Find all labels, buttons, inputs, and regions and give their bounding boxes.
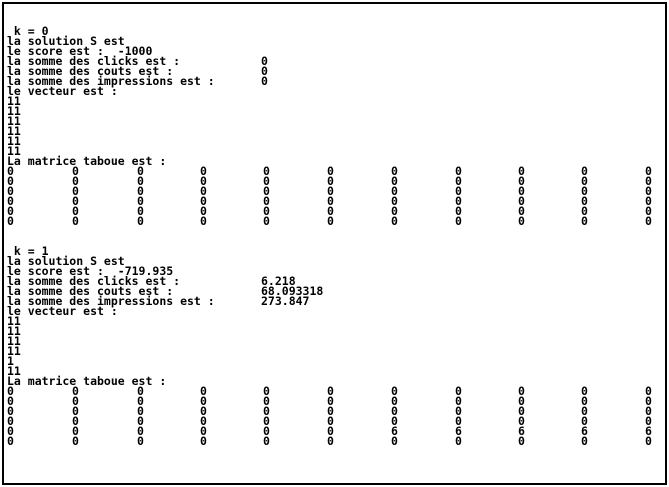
tabu-matrix-cell: 0 [137, 424, 144, 438]
costs-sum-line-text: la somme des couts est : [7, 284, 174, 298]
tabu-matrix-cell: 0 [72, 214, 79, 228]
tabu-matrix-cell: 0 [72, 204, 79, 218]
iteration-blocks [7, 26, 663, 446]
tabu-matrix-cell: 0 [391, 214, 398, 228]
tabu-matrix-cell: 6 [518, 424, 525, 438]
tabu-matrix-cell: 0 [581, 414, 588, 428]
tabu-matrix-cell: 0 [7, 164, 14, 178]
tabu-matrix-cell: 0 [137, 394, 144, 408]
tabu-matrix-cell: 0 [581, 164, 588, 178]
vector-label [7, 86, 663, 96]
tabu-matrix-cell: 0 [200, 414, 207, 428]
vector-entry [7, 136, 663, 146]
tabu-matrix-cell: 0 [263, 434, 270, 448]
tabu-matrix-cell: 0 [391, 394, 398, 408]
tabu-matrix-cell: 0 [455, 204, 462, 218]
impressions-sum-line-value: 273.847 [261, 294, 310, 308]
tabu-matrix-cell: 0 [645, 404, 652, 418]
tabu-matrix-cell: 0 [200, 394, 207, 408]
tabu-matrix-cell: 0 [327, 204, 334, 218]
vector-entry-text: 11 [7, 144, 21, 158]
tabu-matrix-cell: 0 [581, 394, 588, 408]
tabu-matrix-cell: 0 [72, 394, 79, 408]
tabu-matrix-cell: 0 [455, 434, 462, 448]
tabu-matrix-cell: 0 [518, 384, 525, 398]
impressions-sum-line-value: 0 [261, 74, 268, 88]
tabu-matrix-cell: 6 [455, 424, 462, 438]
tabu-matrix-cell: 0 [200, 184, 207, 198]
score-line-text: le score est : -719.935 [7, 264, 174, 278]
tabu-matrix-cell: 0 [518, 414, 525, 428]
tabu-matrix-cell: 0 [645, 164, 652, 178]
tabu-matrix-cell: 0 [391, 194, 398, 208]
console-output [7, 6, 663, 466]
costs-sum-line-value: 68.093318 [261, 284, 324, 298]
tabu-matrix-cell: 0 [455, 184, 462, 198]
tabu-matrix-cell: 0 [581, 404, 588, 418]
clicks-sum-line-text: la somme des clicks est : [7, 274, 181, 288]
tabu-matrix-cell: 0 [455, 384, 462, 398]
tabu-matrix-cell: 0 [200, 424, 207, 438]
impressions-sum-line-text: la somme des impressions est : [7, 74, 215, 88]
tabu-matrix-label-text: La matrice taboue est : [7, 154, 167, 168]
tabu-matrix-cell: 0 [7, 424, 14, 438]
tabu-matrix-row [7, 166, 663, 176]
tabu-matrix-cell: 0 [72, 184, 79, 198]
tabu-matrix-cell: 0 [645, 384, 652, 398]
vector-entry-text: 11 [7, 324, 21, 338]
tabu-matrix-cell: 0 [455, 194, 462, 208]
vector-entry-text: 11 [7, 94, 21, 108]
tabu-matrix-cell: 0 [518, 204, 525, 218]
tabu-matrix-cell: 0 [263, 164, 270, 178]
tabu-matrix-row [7, 216, 663, 226]
tabu-matrix-cell: 0 [263, 214, 270, 228]
iteration-label-text: k = 1 [7, 244, 49, 258]
tabu-matrix-cell: 0 [263, 174, 270, 188]
costs-sum-line-text: la somme des couts est : [7, 64, 174, 78]
tabu-matrix-cell: 0 [72, 164, 79, 178]
tabu-matrix-label [7, 376, 663, 386]
tabu-matrix-row [7, 416, 663, 426]
tabu-matrix-cell: 0 [455, 404, 462, 418]
tabu-matrix-cell: 0 [581, 204, 588, 218]
solution-line-text: la solution S est [7, 254, 125, 268]
tabu-matrix-cell: 0 [518, 434, 525, 448]
vector-entry-text: 11 [7, 124, 21, 138]
tabu-matrix-cell: 0 [645, 414, 652, 428]
tabu-matrix-row [7, 176, 663, 186]
tabu-matrix-cell: 0 [263, 194, 270, 208]
tabu-matrix-cell: 0 [455, 394, 462, 408]
tabu-matrix-cell: 6 [391, 424, 398, 438]
solution-line-text: la solution S est [7, 34, 125, 48]
tabu-matrix-cell: 0 [518, 404, 525, 418]
tabu-matrix-cell: 0 [391, 414, 398, 428]
tabu-matrix-cell: 0 [200, 174, 207, 188]
tabu-matrix-cell: 0 [137, 404, 144, 418]
tabu-matrix-cell: 0 [645, 214, 652, 228]
tabu-matrix-cell: 0 [7, 384, 14, 398]
tabu-matrix-cell: 0 [137, 384, 144, 398]
tabu-matrix-cell: 0 [72, 404, 79, 418]
tabu-matrix-cell: 0 [327, 404, 334, 418]
vector-entry-text: 11 [7, 134, 21, 148]
costs-sum-line-value: 0 [261, 64, 268, 78]
vector-label-text: le vecteur est : [7, 304, 118, 318]
blank-line [7, 236, 663, 246]
tabu-matrix-cell: 0 [137, 214, 144, 228]
tabu-matrix-cell: 0 [455, 414, 462, 428]
tabu-matrix-label [7, 156, 663, 166]
tabu-matrix-cell: 0 [200, 204, 207, 218]
tabu-matrix-cell: 0 [645, 434, 652, 448]
tabu-matrix-cell: 0 [200, 404, 207, 418]
tabu-matrix-cell: 0 [263, 204, 270, 218]
tabu-matrix-cell: 0 [327, 184, 334, 198]
tabu-matrix-cell: 0 [645, 194, 652, 208]
tabu-matrix-cell: 0 [581, 194, 588, 208]
tabu-matrix-cell: 0 [581, 174, 588, 188]
tabu-matrix-cell: 0 [137, 174, 144, 188]
tabu-matrix-cell: 0 [645, 394, 652, 408]
tabu-matrix-cell: 0 [200, 434, 207, 448]
tabu-matrix-cell: 0 [327, 394, 334, 408]
vector-entry [7, 126, 663, 136]
tabu-matrix-cell: 0 [72, 434, 79, 448]
tabu-matrix-cell: 0 [137, 434, 144, 448]
tabu-matrix-cell: 0 [455, 174, 462, 188]
tabu-matrix-cell: 0 [137, 204, 144, 218]
tabu-matrix-cell: 0 [137, 194, 144, 208]
vector-entry-text: 1 [7, 354, 14, 368]
tabu-matrix-cell: 0 [72, 194, 79, 208]
tabu-matrix-cell: 0 [518, 214, 525, 228]
tabu-matrix-cell: 0 [200, 194, 207, 208]
tabu-matrix-row [7, 436, 663, 446]
tabu-matrix-cell: 0 [327, 214, 334, 228]
tabu-matrix-cell: 0 [263, 404, 270, 418]
tabu-matrix-cell: 0 [7, 394, 14, 408]
tabu-matrix-row [7, 406, 663, 416]
tabu-matrix-label-text: La matrice taboue est : [7, 374, 167, 388]
tabu-matrix-cell: 0 [391, 434, 398, 448]
tabu-matrix-cell: 0 [391, 174, 398, 188]
tabu-matrix-cell: 0 [391, 164, 398, 178]
vector-entry-text: 11 [7, 114, 21, 128]
tabu-matrix-cell: 0 [518, 164, 525, 178]
tabu-matrix-cell: 0 [137, 164, 144, 178]
clicks-sum-line-value: 6.218 [261, 274, 296, 288]
vector-label-text: le vecteur est : [7, 84, 118, 98]
vector-entry [7, 326, 663, 336]
tabu-matrix-cell: 0 [327, 174, 334, 188]
tabu-matrix-cell: 0 [455, 164, 462, 178]
tabu-matrix-cell: 0 [7, 194, 14, 208]
tabu-matrix-cell: 0 [645, 204, 652, 218]
tabu-matrix-cell: 0 [7, 404, 14, 418]
tabu-matrix-row [7, 206, 663, 216]
vector-entry-text: 11 [7, 314, 21, 328]
vector-entry [7, 316, 663, 326]
impressions-sum-line-text: la somme des impressions est : [7, 294, 215, 308]
tabu-matrix-cell: 0 [391, 184, 398, 198]
tabu-matrix-cell: 0 [581, 214, 588, 228]
vector-entry-text: 11 [7, 344, 21, 358]
vector-entry [7, 356, 663, 366]
tabu-matrix-row [7, 186, 663, 196]
tabu-matrix-cell: 0 [391, 384, 398, 398]
tabu-matrix-cell: 0 [263, 184, 270, 198]
tabu-matrix-cell: 0 [137, 414, 144, 428]
tabu-matrix-cell: 0 [327, 434, 334, 448]
vector-entry [7, 346, 663, 356]
tabu-matrix-cell: 0 [518, 184, 525, 198]
tabu-matrix-row [7, 386, 663, 396]
tabu-matrix-row [7, 396, 663, 406]
tabu-matrix-cell: 0 [518, 194, 525, 208]
iteration-block [7, 246, 663, 446]
vector-entry-text: 11 [7, 104, 21, 118]
vector-label [7, 306, 663, 316]
tabu-matrix-cell: 0 [391, 404, 398, 418]
tabu-matrix-cell: 0 [391, 204, 398, 218]
tabu-matrix-cell: 0 [327, 164, 334, 178]
tabu-matrix-cell: 0 [518, 394, 525, 408]
tabu-matrix-cell: 0 [518, 174, 525, 188]
tabu-matrix-cell: 0 [581, 384, 588, 398]
tabu-matrix-cell: 0 [327, 424, 334, 438]
tabu-matrix-cell: 0 [7, 414, 14, 428]
tabu-matrix-cell: 0 [200, 214, 207, 228]
tabu-matrix-cell: 0 [645, 174, 652, 188]
tabu-matrix-cell: 0 [7, 174, 14, 188]
tabu-matrix-cell: 0 [581, 184, 588, 198]
tabu-matrix-cell: 0 [263, 384, 270, 398]
vector-entry [7, 106, 663, 116]
blank-line [7, 226, 663, 236]
clicks-sum-line-value: 0 [261, 54, 268, 68]
tabu-matrix-cell: 0 [581, 434, 588, 448]
vector-entry-text: 11 [7, 334, 21, 348]
clicks-sum-line-text: la somme des clicks est : [7, 54, 181, 68]
tabu-matrix-cell: 0 [200, 164, 207, 178]
tabu-matrix-cell: 0 [200, 384, 207, 398]
tabu-matrix-cell: 0 [72, 384, 79, 398]
vector-entry-text: 11 [7, 364, 21, 378]
vector-entry [7, 116, 663, 126]
tabu-matrix-row [7, 426, 663, 436]
tabu-matrix-cell: 0 [72, 414, 79, 428]
vector-entry [7, 336, 663, 346]
tabu-matrix-row [7, 196, 663, 206]
tabu-matrix-cell: 0 [263, 394, 270, 408]
tabu-matrix-cell: 0 [72, 174, 79, 188]
tabu-matrix-cell: 0 [455, 214, 462, 228]
tabu-matrix-cell: 6 [645, 424, 652, 438]
iteration-label-text: k = 0 [7, 24, 49, 38]
tabu-matrix-cell: 0 [7, 184, 14, 198]
tabu-matrix-cell: 0 [645, 184, 652, 198]
tabu-matrix-cell: 0 [72, 424, 79, 438]
tabu-matrix-cell: 0 [327, 194, 334, 208]
tabu-matrix-cell: 0 [137, 184, 144, 198]
tabu-matrix-cell: 0 [263, 424, 270, 438]
tabu-matrix-cell: 0 [7, 434, 14, 448]
iteration-block [7, 26, 663, 246]
console-window[interactable] [2, 2, 667, 485]
score-line-text: le score est : -1000 [7, 44, 153, 58]
vector-entry [7, 96, 663, 106]
tabu-matrix-cell: 6 [581, 424, 588, 438]
tabu-matrix-cell: 0 [327, 414, 334, 428]
tabu-matrix-cell: 0 [327, 384, 334, 398]
tabu-matrix-cell: 0 [263, 414, 270, 428]
tabu-matrix-cell: 0 [7, 214, 14, 228]
tabu-matrix-cell: 0 [7, 204, 14, 218]
